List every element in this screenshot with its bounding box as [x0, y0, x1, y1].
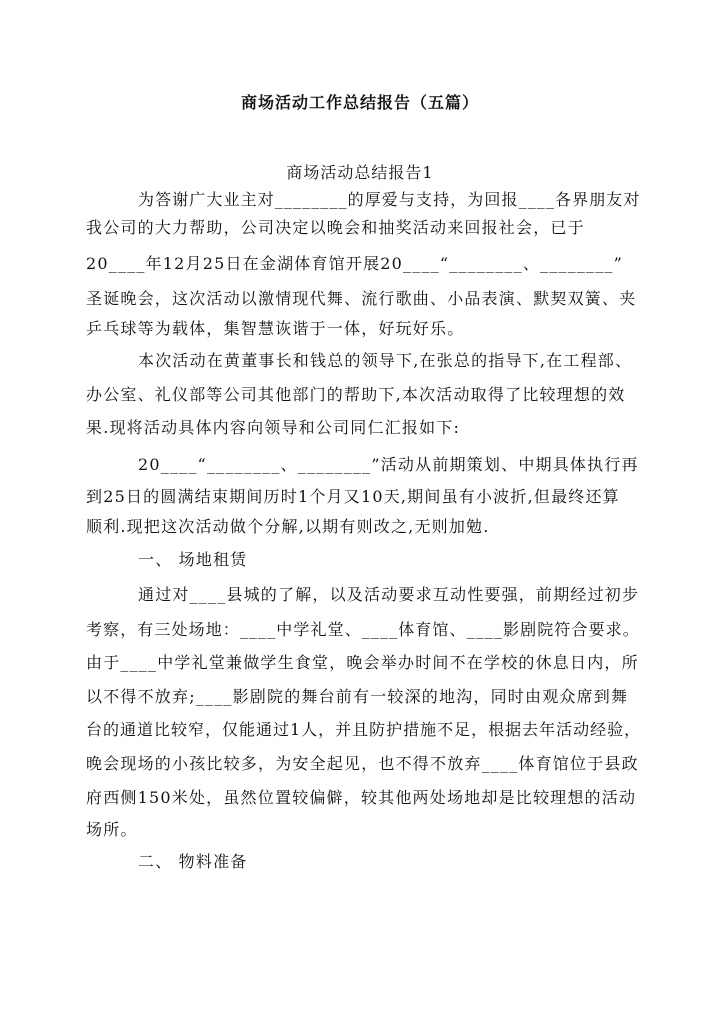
- paragraph-1-line-4: 圣诞晚会，这次活动以激情现代舞、流行歌曲、小品表演、默契双簧、夹: [86, 289, 637, 308]
- paragraph-1-line-3: 20____年12月25日在金湖体育馆开展20____“________、________”: [86, 254, 623, 273]
- paragraph-1-line-5: 乒乓球等为载体，集智慧诙谐于一体，好玩好乐。: [86, 319, 465, 338]
- paragraph-1-line-2: 我公司的大力帮助，公司决定以晚会和抽奖活动来回报社会，已于: [86, 218, 585, 237]
- report-subtitle: 商场活动总结报告1: [286, 163, 434, 182]
- section-1-line-8: 场所。: [86, 820, 138, 839]
- section-1-line-2: 考察，有三处场地：____中学礼堂、____体育馆、____影剧院符合要求。: [86, 620, 640, 639]
- section-2-heading: 二、 物料准备: [138, 852, 248, 871]
- paragraph-3-line-3: 顺利.现把这次活动做个分解,以期有则改之,无则加勉.: [86, 517, 490, 536]
- section-1-line-4: 以不得不放弃;____影剧院的舞台前有一较深的地沟，同时由观众席到舞: [86, 687, 629, 706]
- paragraph-2-line-1: 本次活动在黄董事长和钱总的领导下,在张总的指导下,在工程部、: [138, 351, 633, 370]
- paragraph-1-line-1: 为答谢广大业主对________的厚爱与支持，为回报____各界朋友对: [138, 190, 641, 209]
- paragraph-3-line-2: 到25日的圆满结束期间历时1个月又10天,期间虽有小波折,但最终还算: [86, 487, 620, 506]
- paragraph-2-line-3: 果.现将活动具体内容向领导和公司同仁汇报如下:: [86, 418, 461, 437]
- section-1-line-1: 通过对____县城的了解，以及活动要求互动性要强，前期经过初步: [138, 585, 640, 604]
- paragraph-3-line-1: 20____“________、________”活动从前期策划、中期具体执行再: [138, 455, 639, 474]
- section-1-line-6: 晚会现场的小孩比较多，为安全起见，也不得不放弃____体育馆位于县政: [86, 754, 639, 773]
- document-title: 商场活动工作总结报告（五篇）: [240, 93, 479, 112]
- section-1-line-3: 由于____中学礼堂兼做学生食堂，晚会举办时间不在学校的休息日内，所: [86, 653, 639, 672]
- section-1-heading: 一、 场地租赁: [138, 550, 248, 569]
- section-1-line-7: 府西侧150米处，虽然位置较偏僻，较其他两处场地却是比较理想的活动: [86, 788, 637, 807]
- paragraph-2-line-2: 办公室、礼仪部等公司其他部门的帮助下,本次活动取得了比较理想的效: [86, 385, 626, 404]
- section-1-line-5: 台的通道比较窄，仅能通过1人，并且防护措施不足，根据去年活动经验，: [86, 720, 642, 739]
